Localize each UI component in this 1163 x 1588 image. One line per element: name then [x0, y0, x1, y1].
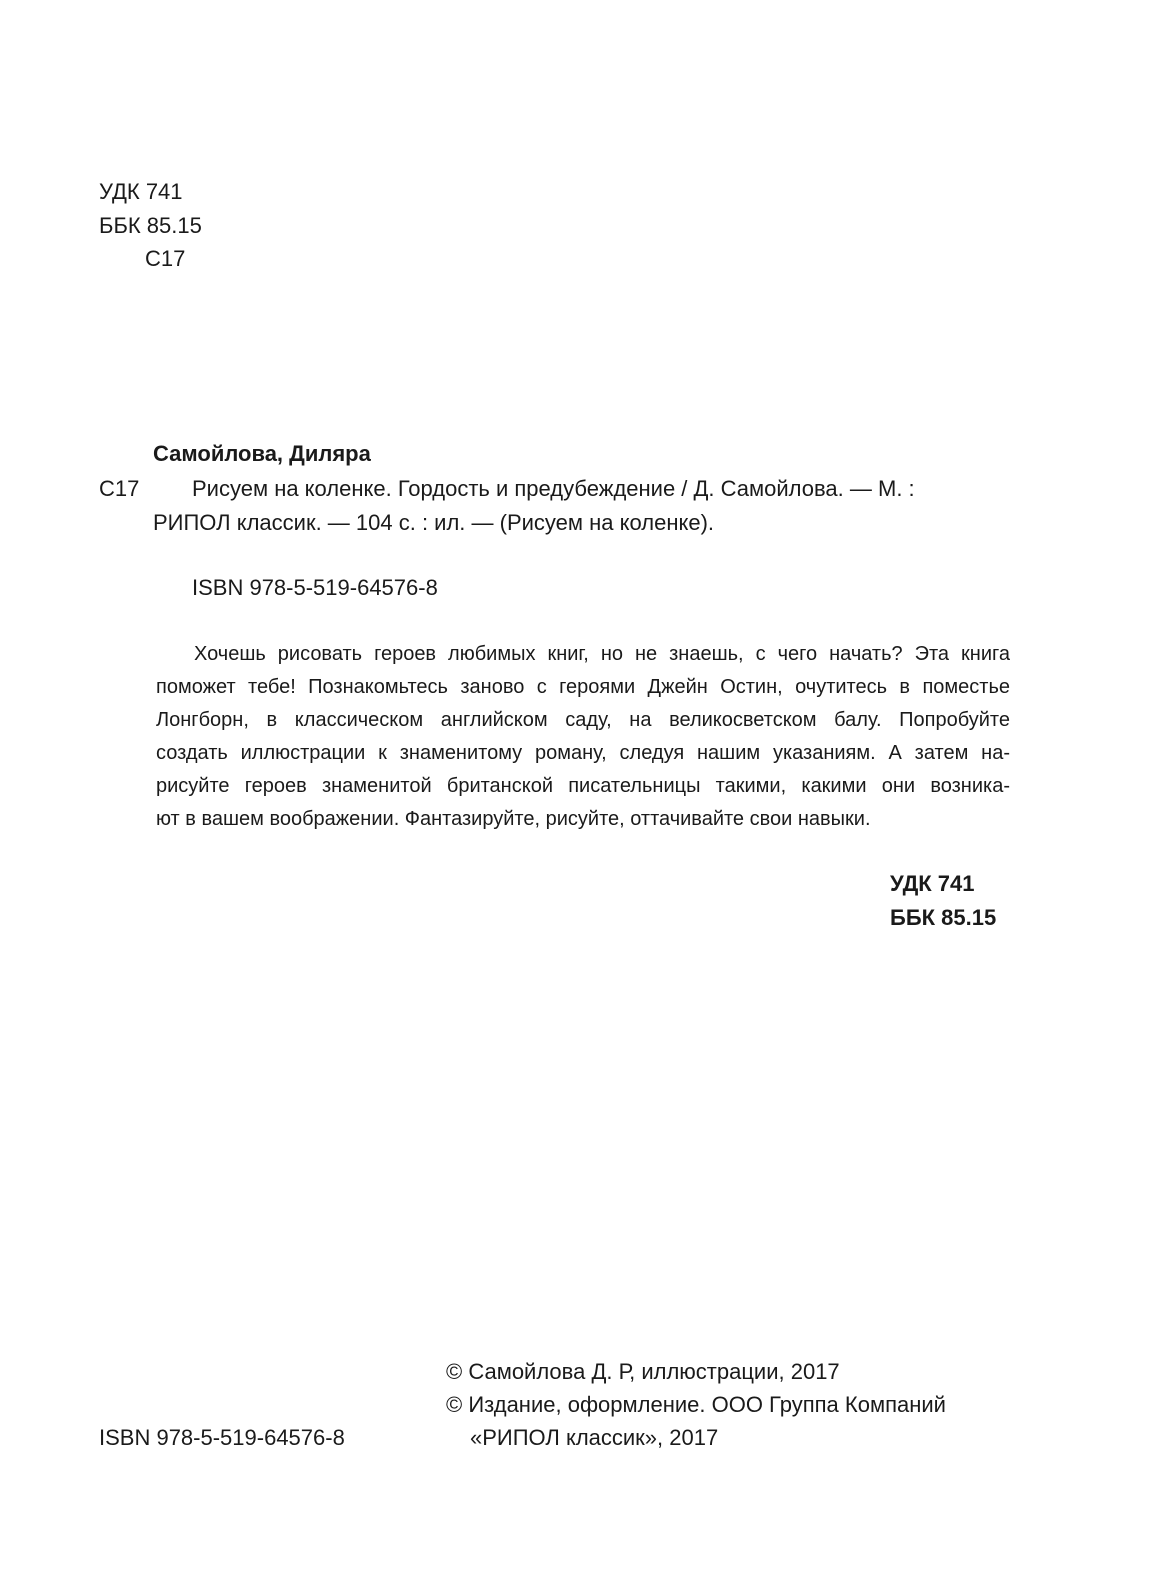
bbk-code: ББК 85.15 — [99, 213, 202, 238]
annotation-line: Лонгборн, в классическом английском саду, на великосветском балу. Попробуйте — [156, 709, 1010, 731]
annotation-line: рисуйте героев знаменитой британской писательницы такими, какими они возника- — [156, 775, 1010, 797]
udk-code-right: УДК 741 — [890, 871, 975, 896]
footer-isbn: ISBN 978-5-519-64576-8 — [99, 1425, 345, 1450]
copyright-illustrations: © Самойлова Д. Р, иллюстрации, 2017 — [446, 1359, 840, 1384]
copyright-publisher: «РИПОЛ классик», 2017 — [470, 1425, 719, 1450]
entry-isbn: ISBN 978-5-519-64576-8 — [192, 575, 438, 600]
annotation-paragraph — [156, 638, 1010, 836]
udk-code: УДК 741 — [99, 179, 183, 204]
annotation-line: создать иллюстрации к знаменитому роману, следуя нашим указаниям. А затем на- — [156, 742, 1010, 764]
entry-description-line1: Рисуем на коленке. Гордость и предубеждение / Д. Самойлова. — М. : — [192, 476, 915, 501]
entry-author: Самойлова, Диляра — [153, 441, 371, 466]
author-mark: С17 — [145, 246, 186, 271]
entry-mark: С17 — [99, 476, 140, 501]
annotation-line: ют в вашем воображении. Фантазируйте, рисуйте, оттачивайте свои навыки. — [156, 808, 871, 830]
entry-description-line2: РИПОЛ классик. — 104 с. : ил. — (Рисуем на коленке). — [153, 510, 715, 535]
annotation-line: Хочешь рисовать героев любимых книг, но не знаешь, с чего начать? Эта книга — [194, 643, 1010, 665]
copyright-edition: © Издание, оформление. ООО Группа Компаний — [446, 1392, 946, 1417]
annotation-line: поможет тебе! Познакомьтесь заново с героями Джейн Остин, очутитесь в поместье — [156, 676, 1010, 698]
bbk-code-right: ББК 85.15 — [890, 905, 997, 930]
